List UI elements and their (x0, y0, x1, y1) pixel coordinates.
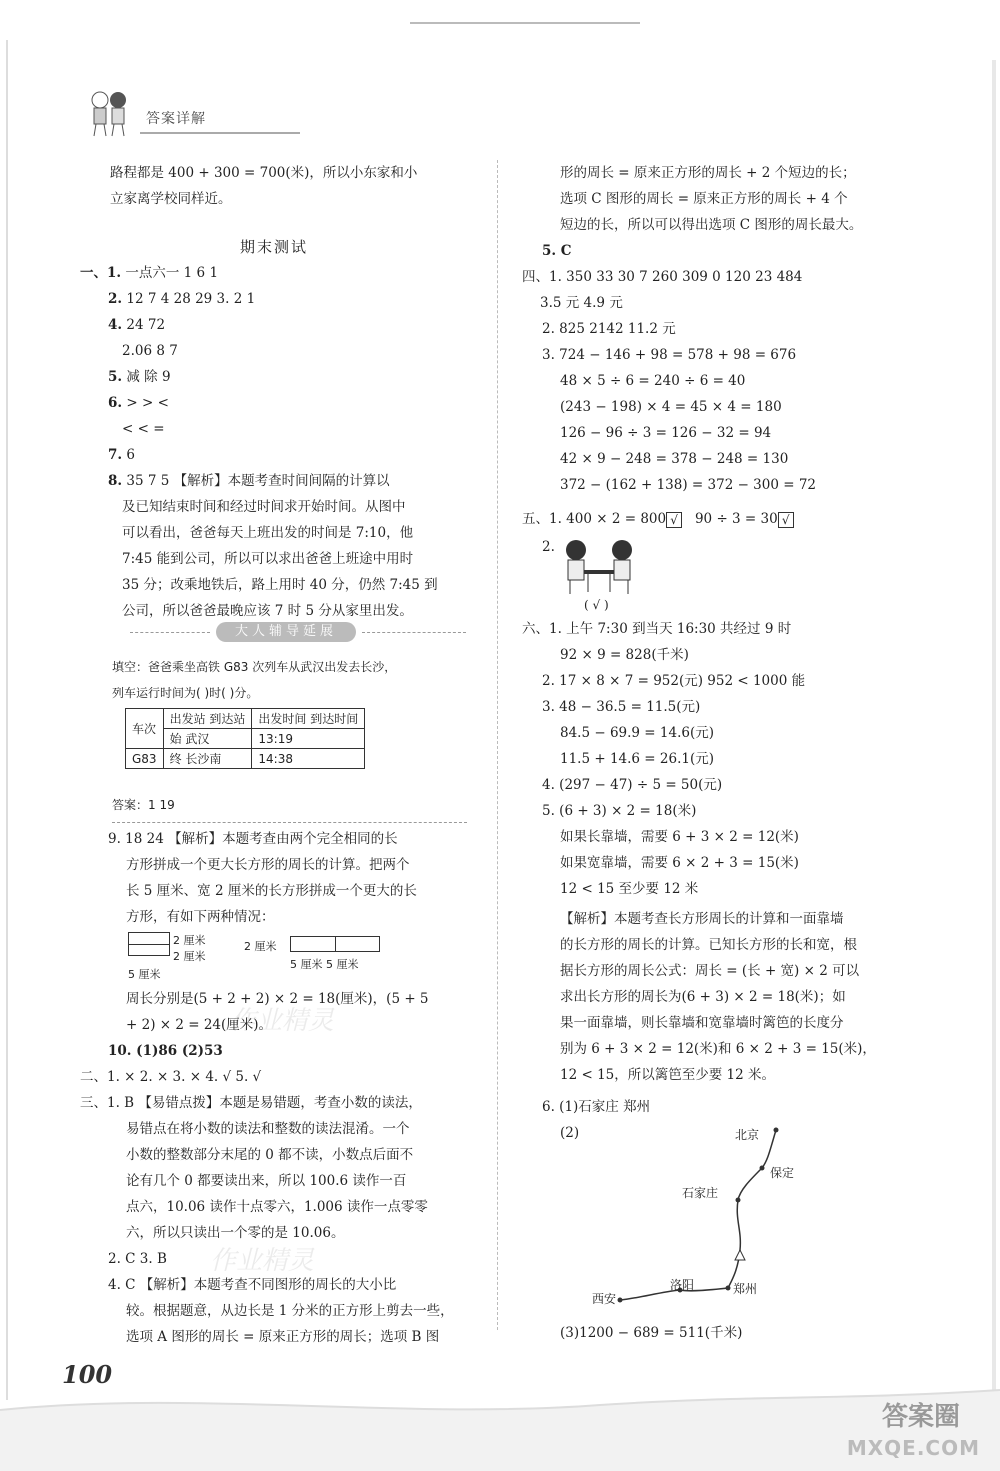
answer-line: 48 × 5 ÷ 6 = 240 ÷ 6 = 40 (560, 373, 746, 389)
text-line: 点六，10.06 读作十点零六，1.006 读作一点零零 (126, 1199, 428, 1215)
rectangle-split (335, 936, 336, 952)
text-line: 方形拼成一个更大长方形的周长的计算。把两个 (126, 857, 410, 873)
answer-line: < < = (122, 421, 165, 437)
text-line: 小数的整数部分末尾的 0 都不读，小数点后面不 (126, 1147, 414, 1163)
answer-line: 4. (297 − 47) ÷ 5 = 50(元) (542, 777, 723, 793)
figure-label: 5 厘米 5 厘米 (290, 958, 359, 971)
text-line: 选项 A 图形的周长 = 原来正方形的周长；选项 B 图 (126, 1329, 440, 1345)
header-rule (140, 132, 300, 134)
text-line: 公司，所以爸爸最晚应该 7 时 5 分从家里出发。 (122, 603, 413, 619)
city-label: 西安 (592, 1292, 617, 1306)
station-cell: 始 武汉 (163, 729, 252, 749)
text-line: 求出长方形的周长为(6 + 3) × 2 = 18(米)；如 (560, 989, 846, 1005)
text-line: 可以看出，爸爸每天上班出发的时间是 7:10，他 (122, 525, 414, 541)
time-cell: 14:38 (252, 749, 365, 769)
text-line: 方形，有如下两种情况： (126, 909, 275, 925)
answer-line: 3.5 元 4.9 元 (540, 295, 623, 311)
figure-label: 2 厘米 (173, 950, 206, 963)
figure-label: 2 厘米 (244, 940, 277, 953)
answer-line: 六、1. 上午 7:30 到当天 16:30 共经过 9 时 (522, 621, 792, 637)
text-line: 路程都是 400 + 300 = 700(米)，所以小东家和小 (110, 165, 418, 181)
city-label: 保定 (770, 1166, 795, 1180)
page-edge (992, 60, 996, 1400)
answer-line: 42 × 9 − 248 = 378 − 248 = 130 (560, 451, 789, 467)
answer-line: 2. (542, 539, 555, 555)
answer-line: 2.06 8 7 (122, 343, 178, 359)
answer-line: 4. 24 72 (108, 317, 166, 333)
answer-line: 5. C (542, 243, 572, 259)
answer-line: 2. 12 7 4 28 29 3. 2 1 (108, 291, 256, 307)
answer-line: 一、1. 一点六一 1 6 1 (80, 265, 219, 281)
text-line: 较。根据题意，从边长是 1 分米的正方形上剪去一些， (126, 1303, 454, 1319)
station-header: 出发站 到达站 (163, 709, 252, 729)
answer-line: 3. 724 − 146 + 98 = 578 + 98 = 676 (542, 347, 797, 363)
answer-line: 5. 减 除 9 (108, 369, 171, 385)
text-line: 7:45 能到公司，所以可以求出爸爸上班途中用时 (122, 551, 414, 567)
answer-mark: ( √ ) (584, 598, 609, 612)
city-label: 石家庄 (682, 1186, 719, 1200)
figure-label: 2 厘米 (173, 934, 206, 947)
city-label: 郑州 (733, 1282, 758, 1296)
time-header: 出发时间 到达时间 (252, 709, 365, 729)
page-header (80, 88, 240, 138)
time-cell: 13:19 (252, 729, 365, 749)
train-number-header: 车次 (126, 709, 164, 749)
answer-line: 6. > > < (108, 395, 169, 411)
station-cell: 终 长沙南 (163, 749, 252, 769)
watermark-logo: 答案圈 (881, 1402, 960, 1432)
page-number: 100 (62, 1360, 113, 1389)
text-line: 【解析】本题考查长方形周长的计算和一面靠墙 (560, 911, 844, 927)
answer-line: 11.5 + 14.6 = 26.1(元) (560, 751, 714, 767)
text-line: 论有几个 0 都要读出来，所以 100.6 读作一百 (126, 1173, 407, 1189)
watermark-text: 作业精灵 (210, 1246, 315, 1276)
text-line: 35 分；改乘地铁后，路上用时 40 分，仍然 7:45 到 (122, 577, 438, 593)
city-label: 洛阳 (670, 1278, 695, 1292)
answer-line: 五、1. 400 × 2 = 800 √ 90 ÷ 3 = 30 √ (522, 506, 794, 532)
text-line: 易错点在将小数的读法和整数的读法混淆。一个 (126, 1121, 410, 1137)
rectangle-split (128, 944, 170, 945)
answer-line: 126 − 96 ÷ 3 = 126 − 32 = 94 (560, 425, 772, 441)
extension-rule (112, 822, 467, 823)
answer-line: 6. (1)石家庄 郑州 (542, 1099, 651, 1115)
text-line: 12 < 15，所以篱笆至少要 12 米。 (560, 1067, 776, 1083)
answer-line: 二、1. × 2. × 3. × 4. √ 5. √ (80, 1069, 262, 1085)
train-number: G83 (126, 749, 164, 769)
watermark-url: MXQE.COM (846, 1436, 980, 1460)
text-line: 果一面靠墙，则长靠墙和宽靠墙时篱笆的长度分 (560, 1015, 844, 1031)
check-box: √ (778, 512, 794, 528)
header-label: 答案详解 (146, 111, 206, 127)
extension-text: 填空：爸爸乘坐高铁 G83 次列车从武汉出发去长沙， (112, 660, 397, 674)
answer-line: 如果宽靠墙，需要 6 × 2 + 3 = 15(米) (560, 855, 799, 871)
text-line: 短边的长，所以可以得出选项 C 图形的周长最大。 (560, 217, 863, 233)
extension-title: 大人辅导延展 (216, 622, 356, 642)
figure-label: 5 厘米 (128, 968, 161, 981)
text-line: 三、1. B 【易错点拨】本题是易错题，考查小数的读法， (80, 1095, 422, 1111)
text-line: 的长方形的周长的计算。已知长方形的长和宽，根 (560, 937, 857, 953)
text-line: 9. 18 24 【解析】本题考查由两个完全相同的长 (108, 831, 398, 847)
text-line: 4. C 【解析】本题考查不同图形的周长的大小比 (108, 1277, 397, 1293)
answer-line: 12 < 15 至少要 12 米 (560, 881, 699, 897)
answer-line: 84.5 − 69.9 = 14.6(元) (560, 725, 714, 741)
answer-line: 372 − (162 + 138) = 372 − 300 = 72 (560, 477, 817, 493)
answer-line: 3. 48 − 36.5 = 11.5(元) (542, 699, 701, 715)
text-line: 据长方形的周长公式：周长 = (长 + 宽) × 2 可以 (560, 963, 860, 979)
extension-answer: 答案：1 19 (112, 798, 175, 812)
route-map (580, 1120, 820, 1310)
answer-line: 7. 6 (108, 447, 135, 463)
text-line: 别为 6 + 3 × 2 = 12(米)和 6 × 2 + 3 = 15(米)， (560, 1041, 876, 1057)
answer-line: (243 − 198) × 4 = 45 × 4 = 180 (560, 399, 782, 415)
watermark-text: 作业精灵 (230, 1006, 335, 1036)
text-line: 立家离学校同样近。 (110, 191, 232, 207)
text-line: 周长分别是(5 + 2 + 2) × 2 = 18(厘米)，(5 + 5 (126, 991, 429, 1007)
extension-banner (130, 622, 466, 642)
answer-line: 2. C 3. B (108, 1251, 167, 1267)
extension-text: 列车运行时间为( )时( )分。 (112, 686, 259, 700)
children-at-desk-illustration (560, 536, 640, 596)
answer-line: 2. 825 2142 11.2 元 (542, 321, 676, 337)
kids-illustration (80, 88, 140, 138)
answer-line: 如果长靠墙，需要 6 + 3 × 2 = 12(米) (560, 829, 799, 845)
city-label: 北京 (735, 1128, 760, 1142)
train-timetable (125, 708, 365, 769)
text-line: 长 5 厘米、宽 2 厘米的长方形拼成一个更大的长 (126, 883, 417, 899)
check-box: √ (666, 512, 682, 528)
text-line: + 2) × 2 = 24(厘米)。 (126, 1017, 273, 1033)
map-part-label: (2) (560, 1125, 580, 1141)
page-edge (6, 40, 8, 1400)
answer-line: 10. (1)86 (2)53 (108, 1043, 223, 1059)
section-title: 期末测试 (240, 238, 309, 256)
answer-line: 2. 17 × 8 × 7 = 952(元) 952 < 1000 能 (542, 673, 806, 689)
page-edge (410, 22, 640, 24)
answer-line: 四、1. 350 33 30 7 260 309 0 120 23 484 (522, 269, 803, 285)
answer-line: 92 × 9 = 828(千米) (560, 647, 689, 663)
text-line: 形的周长 = 原来正方形的周长 + 2 个短边的长； (560, 165, 856, 181)
answer-line: 8. 35 7 5 【解析】本题考查时间间隔的计算以 (108, 473, 390, 489)
text-line: 选项 C 图形的周长 = 原来正方形的周长 + 4 个 (560, 191, 848, 207)
answer-line: (3)1200 − 689 = 511(千米) (560, 1325, 743, 1341)
column-divider (497, 160, 498, 1330)
text-line: 六，所以只读出一个零的是 10.06。 (126, 1225, 345, 1241)
text-line: 及已知结束时间和经过时间求开始时间。从图中 (122, 499, 406, 515)
answer-line: 5. (6 + 3) × 2 = 18(米) (542, 803, 697, 819)
